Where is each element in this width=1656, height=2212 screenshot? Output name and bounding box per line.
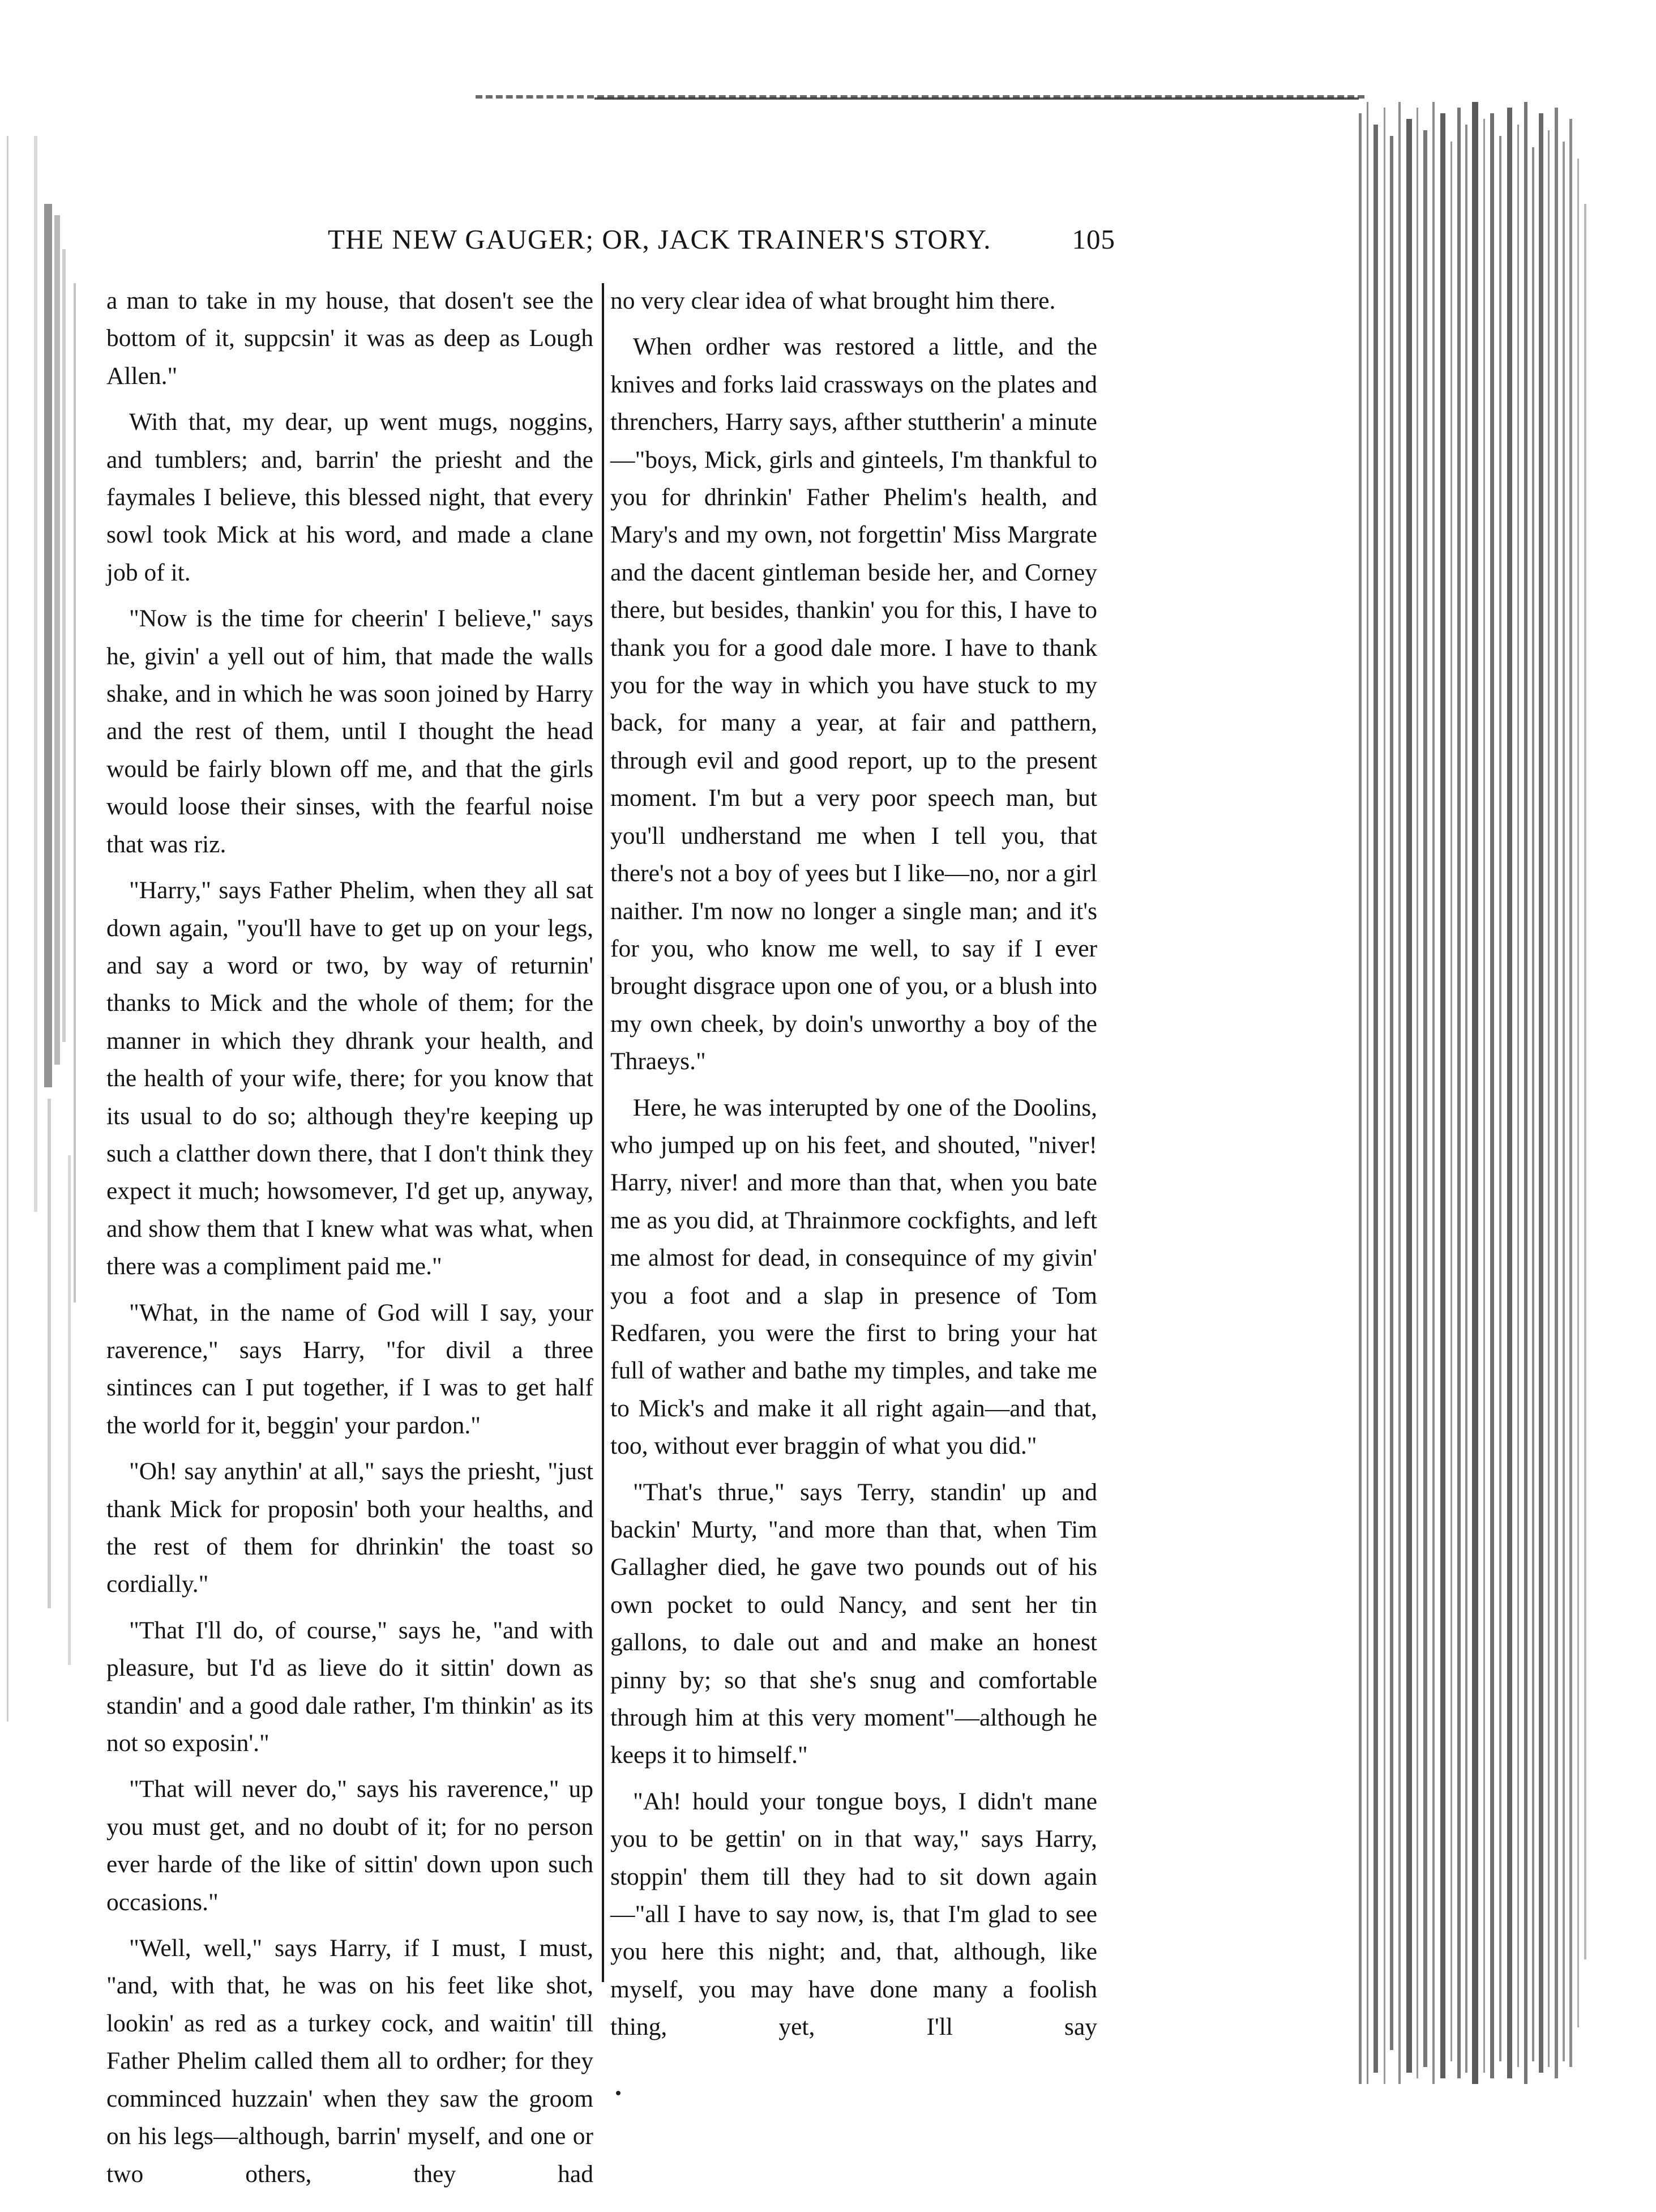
paragraph: no very clear idea of what brought him there. bbox=[610, 287, 1056, 314]
running-header bbox=[108, 223, 1115, 268]
paragraph: "Oh! say anythin' at all," says the priesht, "just thank Mick for proposin' both your healths, and the rest of them for dhrinkin' the toast so cordially." bbox=[106, 1458, 593, 1598]
running-title: THE NEW GAUGER; OR, JACK TRAINER'S STORY. bbox=[327, 224, 992, 255]
paragraph: Here, he was interupted by one of the Doolins, who jumped up on his feet, and shouted, "niver! Harry, niver! and more than that, when you bate me as you did, at Thrainmore cockfights, and left me almost for dead, in consequince of my givin' you a foot and a slap in presence of Tom Redfaren, you were the first to bring your hat full of wather and bathe my timples, and take me to Mick's and make it all right again—and that, too, without ever braggin of what you did." bbox=[610, 1094, 1097, 1460]
column-divider bbox=[602, 283, 604, 1982]
right-text-column bbox=[610, 282, 1097, 2055]
paragraph: "That's thrue," says Terry, standin' up and backin' Murty, "and more than that, when Tim Gallagher died, he gave two pounds out of his own pocket to ould Nancy, and sent her tin gallons, to dale out and and make an honest pinny by; so that she's snug and comfortable through him at this very moment"—although he keeps it to himself." bbox=[610, 1478, 1097, 1769]
left-text-column bbox=[106, 282, 593, 2201]
stray-ink-dot bbox=[616, 2091, 621, 2095]
page-number: 105 bbox=[1072, 224, 1115, 255]
paragraph: "Well, well," says Harry, if I must, I must, "and, with that, he was on his feet like shot, lookin' as red as a turkey cock, and waitin' till Father Phelim called them all to ordher; for they comminced huzzain' when they saw the groom on his legs—although, barrin' myself, and one or two others, they had bbox=[106, 1935, 593, 2188]
paragraph: "Now is the time for cheerin' I believe," says he, givin' a yell out of him, that made the walls shake, and in which he was soon joined by Harry and the rest of them, until I thought the head would be fairly blown off me, and that the girls would loose their sinses, with the fearful noise that was riz. bbox=[106, 605, 593, 858]
paragraph: "That I'll do, of course," says he, "and with pleasure, but I'd as lieve do it sittin' down as standin' and a good dale rather, I'm thinkin' as its not so exposin'." bbox=[106, 1616, 593, 1757]
paragraph: When ordher was restored a little, and the knives and forks laid crassways on the plates and threnchers, Harry says, afther stuttherin' a minute—"boys, Mick, girls and ginteels, I'm thankful to you for dhrinkin' Father Phelim's health, and Mary's and my own, not forgettin' Miss Margrate and the dacent gintleman beside her, and Corney there, but besides, thankin' you for this, I have to thank you for a good dale more. I have to thank you for the way in which you have stuck to my back, for many a year, at fair and patthern, through evil and good report, up to the present moment. I'm but a very poor speech man, but you'll undherstand me when I tell you, that there's not a boy of yees but I like—no, nor a girl naither. I'm now no longer a single man; and it's for you, who know me well, to say if I ever brought disgrace upon one of you, or a blush into my own cheek, by doin's unworthy a boy of the Thraeys." bbox=[610, 333, 1097, 1075]
paragraph: a man to take in my house, that dosen't see the bottom of it, suppcsin' it was as deep as Lough Allen." bbox=[106, 287, 593, 390]
paragraph: "Harry," says Father Phelim, when they all sat down again, "you'll have to get up on your legs, and say a word or two, by way of returnin' thanks to Mick and the whole of them; for the manner in which they dhrank your health, and the health of your wife, there; for you know that its usual to do so; although they're keeping up such a clatther down there, that I don't think they expect it much; howsomever, I'd get up, anyway, and show them that I knew what was what, when there was a compliment paid me." bbox=[106, 877, 593, 1280]
paragraph: With that, my dear, up went mugs, noggins, and tumblers; and, barrin' the priesht and the faymales I believe, this blessed night, that every sowl took Mick at his word, and made a clane job of it. bbox=[106, 408, 593, 586]
paragraph: "That will never do," says his raverence," up you must get, and no doubt of it; for no person ever harde of the like of sittin' down upon such occasions." bbox=[106, 1775, 593, 1916]
paragraph: "Ah! hould your tongue boys, I didn't mane you to be gettin' on in that way," says Harry, stoppin' them till they had to sit down again—"all I have to say now, is, that I'm glad to see you here this night; and, that, although, like myself, you may have done many a foolish thing, yet, I'll say bbox=[610, 1787, 1097, 2041]
binding-gutter-shadow bbox=[0, 136, 102, 1722]
paragraph: "What, in the name of God will I say, your raverence," says Harry, "for divil a three sintinces can I put together, if I was to get half the world for it, beggin' your pardon." bbox=[106, 1299, 593, 1439]
page-edge-texture bbox=[1359, 91, 1597, 2101]
top-border-line bbox=[594, 97, 1359, 100]
